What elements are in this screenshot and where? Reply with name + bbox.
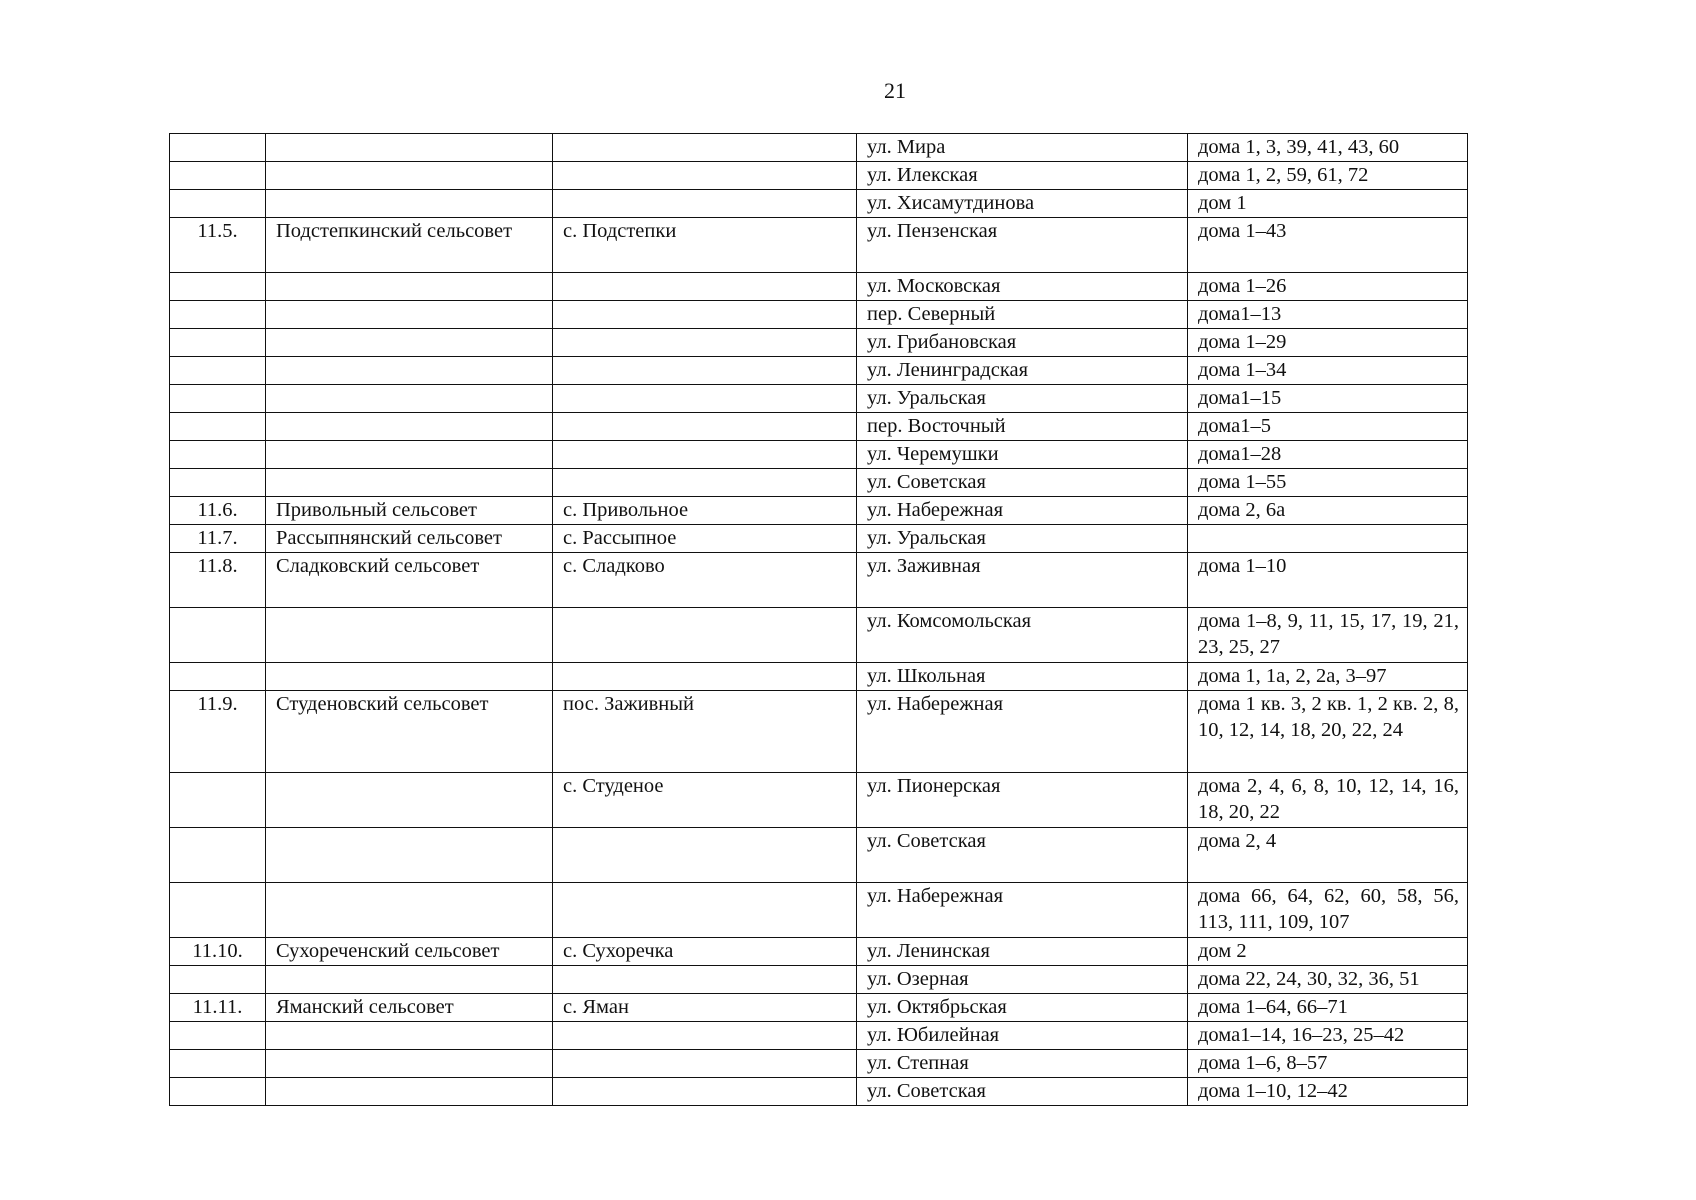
council-name: Привольный сельсовет [266,497,553,525]
house-numbers: дом 2 [1188,938,1468,966]
council-name [266,828,553,883]
row-number: 11.11. [170,994,266,1022]
settlement-name [553,162,857,190]
street-name: ул. Озерная [857,966,1188,994]
house-numbers: дома 1 кв. 3, 2 кв. 1, 2 кв. 2, 8, 10, 12, 14, 18, 20, 22, 24 [1188,691,1468,773]
council-name [266,301,553,329]
settlement-name [553,1050,857,1078]
settlement-name [553,828,857,883]
street-name: ул. Заживная [857,553,1188,608]
settlement-name [553,301,857,329]
council-name [266,441,553,469]
settlement-name [553,469,857,497]
street-name: ул. Московская [857,273,1188,301]
settlement-name [553,413,857,441]
street-name: ул. Советская [857,469,1188,497]
settlement-name [553,134,857,162]
council-name [266,134,553,162]
table-row [170,525,1468,553]
council-name [266,273,553,301]
house-numbers: дома 1, 3, 39, 41, 43, 60 [1188,134,1468,162]
table-row [170,883,1468,938]
settlement-name [553,1022,857,1050]
settlement-name [553,608,857,663]
house-numbers: дома1–28 [1188,441,1468,469]
row-number [170,162,266,190]
street-name: ул. Уральская [857,525,1188,553]
house-numbers: дома 2, 6а [1188,497,1468,525]
house-numbers: дома 1–55 [1188,469,1468,497]
row-number [170,608,266,663]
settlement-name [553,1078,857,1106]
house-numbers: дома 1–8, 9, 11, 15, 17, 19, 21, 23, 25, 27 [1188,608,1468,663]
house-numbers: дома 2, 4, 6, 8, 10, 12, 14, 16, 18, 20, 22 [1188,773,1468,828]
house-numbers: дома 66, 64, 62, 60, 58, 56, 113, 111, 109, 107 [1188,883,1468,938]
council-name: Рассыпнянский сельсовет [266,525,553,553]
street-name: ул. Хисамутдинова [857,190,1188,218]
row-number [170,883,266,938]
table-row [170,162,1468,190]
street-name: ул. Ленинградская [857,357,1188,385]
row-number [170,966,266,994]
row-number [170,1050,266,1078]
row-number [170,413,266,441]
table-row [170,828,1468,883]
row-number [170,385,266,413]
house-numbers: дома1–5 [1188,413,1468,441]
row-number: 11.10. [170,938,266,966]
council-name: Студеновский сельсовет [266,691,553,773]
council-name [266,883,553,938]
row-number: 11.8. [170,553,266,608]
row-number: 11.6. [170,497,266,525]
table-row [170,691,1468,773]
settlement-name: пос. Заживный [553,691,857,773]
settlement-name [553,190,857,218]
council-name: Сладковский сельсовет [266,553,553,608]
house-numbers: дома 1–6, 8–57 [1188,1050,1468,1078]
row-number [170,1078,266,1106]
page-number: 21 [884,78,906,103]
table-row [170,190,1468,218]
settlement-name [553,441,857,469]
council-name [266,1050,553,1078]
council-name [266,469,553,497]
house-numbers: дома 1–29 [1188,329,1468,357]
settlement-name [553,385,857,413]
council-name [266,329,553,357]
house-numbers: дома 1–43 [1188,218,1468,273]
council-name [266,357,553,385]
row-number: 11.5. [170,218,266,273]
street-name: ул. Набережная [857,497,1188,525]
row-number: 11.7. [170,525,266,553]
house-numbers: дома1–14, 16–23, 25–42 [1188,1022,1468,1050]
street-name: ул. Уральская [857,385,1188,413]
street-name: ул. Набережная [857,691,1188,773]
house-numbers: дома 2, 4 [1188,828,1468,883]
address-table-body [170,134,1468,1106]
table-row [170,357,1468,385]
house-numbers: дома 1–10 [1188,553,1468,608]
table-row [170,497,1468,525]
row-number [170,134,266,162]
table-row [170,663,1468,691]
row-number [170,301,266,329]
settlement-name [553,663,857,691]
council-name: Сухореченский сельсовет [266,938,553,966]
row-number [170,273,266,301]
council-name [266,1022,553,1050]
street-name: ул. Советская [857,1078,1188,1106]
table-row [170,966,1468,994]
council-name: Подстепкинский сельсовет [266,218,553,273]
house-numbers [1188,525,1468,553]
street-name: ул. Юбилейная [857,1022,1188,1050]
street-name: ул. Мира [857,134,1188,162]
council-name [266,773,553,828]
table-row [170,1078,1468,1106]
address-table [169,133,1468,1106]
house-numbers: дома 1–10, 12–42 [1188,1078,1468,1106]
table-row [170,553,1468,608]
row-number [170,469,266,497]
table-row [170,218,1468,273]
council-name [266,1078,553,1106]
settlement-name: с. Студеное [553,773,857,828]
street-name: ул. Советская [857,828,1188,883]
street-name: ул. Школьная [857,663,1188,691]
settlement-name [553,329,857,357]
house-numbers: дома 1, 2, 59, 61, 72 [1188,162,1468,190]
street-name: ул. Пионерская [857,773,1188,828]
house-numbers: дома1–13 [1188,301,1468,329]
table-row [170,385,1468,413]
table-row [170,994,1468,1022]
table-row [170,441,1468,469]
settlement-name: с. Сухоречка [553,938,857,966]
settlement-name [553,883,857,938]
table-row [170,773,1468,828]
row-number [170,329,266,357]
street-name: ул. Набережная [857,883,1188,938]
table-row [170,413,1468,441]
row-number [170,773,266,828]
street-name: пер. Восточный [857,413,1188,441]
street-name: ул. Октябрьская [857,994,1188,1022]
table-row [170,608,1468,663]
row-number [170,441,266,469]
table-row [170,469,1468,497]
street-name: ул. Степная [857,1050,1188,1078]
street-name: ул. Черемушки [857,441,1188,469]
table-row [170,938,1468,966]
council-name [266,413,553,441]
house-numbers: дома 1–34 [1188,357,1468,385]
council-name [266,385,553,413]
house-numbers: дома 1–26 [1188,273,1468,301]
house-numbers: дома1–15 [1188,385,1468,413]
street-name: ул. Пензенская [857,218,1188,273]
settlement-name [553,966,857,994]
row-number: 11.9. [170,691,266,773]
row-number [170,357,266,385]
street-name: пер. Северный [857,301,1188,329]
council-name [266,190,553,218]
council-name [266,162,553,190]
settlement-name [553,357,857,385]
settlement-name: с. Подстепки [553,218,857,273]
house-numbers: дома 1, 1а, 2, 2а, 3–97 [1188,663,1468,691]
settlement-name: с. Привольное [553,497,857,525]
house-numbers: дом 1 [1188,190,1468,218]
house-numbers: дома 1–64, 66–71 [1188,994,1468,1022]
table-row [170,1022,1468,1050]
house-numbers: дома 22, 24, 30, 32, 36, 51 [1188,966,1468,994]
council-name: Яманский сельсовет [266,994,553,1022]
street-name: ул. Комсомольская [857,608,1188,663]
table-row [170,329,1468,357]
street-name: ул. Илекская [857,162,1188,190]
council-name [266,608,553,663]
row-number [170,190,266,218]
table-row [170,1050,1468,1078]
row-number [170,663,266,691]
street-name: ул. Ленинская [857,938,1188,966]
council-name [266,966,553,994]
row-number [170,1022,266,1050]
table-row [170,273,1468,301]
table-row [170,301,1468,329]
settlement-name: с. Рассыпное [553,525,857,553]
settlement-name [553,273,857,301]
settlement-name: с. Яман [553,994,857,1022]
street-name: ул. Грибановская [857,329,1188,357]
row-number [170,828,266,883]
table-row [170,134,1468,162]
settlement-name: с. Сладково [553,553,857,608]
council-name [266,663,553,691]
